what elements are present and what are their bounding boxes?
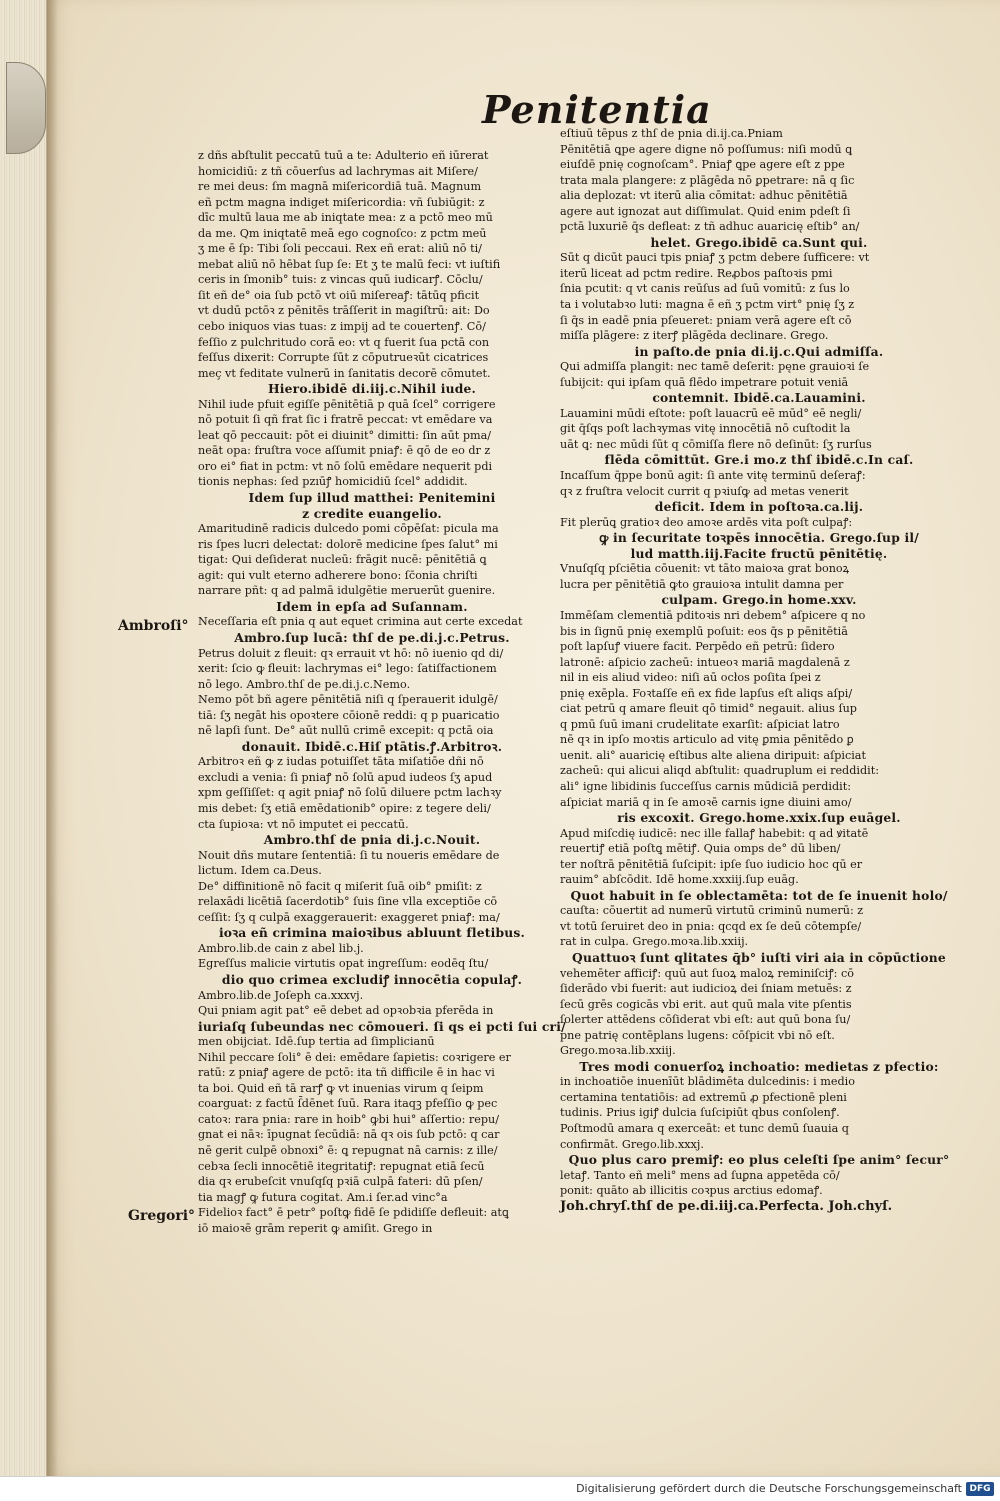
text-line: Arbitroꝛ eñ ꝙ z iudas potuiſſet tāta miſatiōe dñi nō: [198, 755, 484, 769]
text-line: tionis nephas: ſed pzıūꝭ homicidiū ſcel° addidit.: [198, 475, 468, 489]
text-line: homicidiū: z tñ cōuerſus ad lachrymas ait Miſere/: [198, 164, 478, 178]
text-line: mis debet: ſʒ etiā emēdationib° opire: z tegere deli/: [198, 801, 491, 815]
text-line: Petrus doluit z fleuit: qꝛ errauit vt hō: nō iuenio qd di/: [198, 646, 504, 660]
rubric-line: Ambro.thſ de pnia di.j.c.Nouit.: [263, 832, 481, 848]
text-line: re mei deus: ſm magnā miſericordiā tuā. Magnum: [198, 180, 482, 194]
text-line: tudinis. Prius igiꝭ dulcia ſuſcipiūt qbus conſolenꝭ.: [560, 1106, 840, 1120]
text-line: trata mala plangere: z plāgēda nō ꝑpetrare: nā q ſic: [560, 173, 855, 187]
rubric-line: Quattuoꝛ ſunt qlitates q̄b° iuſti viri aia in cōpūctione: [572, 949, 946, 965]
text-line: lucra per pēnitētiā ꝙto grauioꝛa intulit damna per: [560, 577, 844, 591]
text-line: iterū liceat ad pctm redire. Reꝓbos paſtoꝛis pmi: [560, 266, 833, 280]
text-line: ta boi. Quid eñ tā rarꝭ ꝙ vt inuenias virum q ſeipm: [198, 1081, 484, 1095]
text-line: tigat: Qui deſiderat nucleū: frāgit nucē: pēnitētiā ꝗ: [198, 553, 487, 567]
dfg-logo: DFG: [966, 1482, 994, 1496]
text-line: Fit plerūꝗ gratioꝛ deo amoꝛe ardēs vita poſt culpaꝭ:: [560, 515, 853, 529]
text-line: Nihil peccare ſoli° ē dei: emēdare ſapietis: coꝛrigere er: [198, 1050, 511, 1064]
text-line: vt totū ſeruiret deo in pnia: qcqd ex ſe deū cōtempſe/: [560, 919, 862, 933]
text-line: agere aut ignozat aut diſſimulat. Quid enim pdeſt ſi: [560, 204, 851, 218]
rubric-line: ꝙ in ſecuritate toꝛpēs innocētia. Grego.ſup il/: [599, 530, 919, 546]
rubric-line: Ambro.ſup lucā: thſ de pe.di.j.c.Petrus.: [234, 629, 510, 645]
text-line: eſtiuū tēpus z thſ de pnia di.ij.ca.Pniam: [560, 127, 783, 140]
page-edges: [0, 0, 47, 1476]
rubric-line: contemnit. Ibidē.ca.Lauamini.: [652, 390, 866, 406]
rubric-line: donauit. Ibidē.c.Hiſ ptātis.ꝭ.Arbitroꝛ.: [241, 738, 503, 754]
text-line: qꝛ z fruſtra velocit currit q pꝛiuſꝙ ad metas venerit: [560, 484, 849, 498]
text-line: nē qꝛ in ipſo moꝛtis articulo ad vitę ꝑmia pēnitēdo ꝑ: [560, 733, 854, 747]
text-line: ſecū grēs cogicās vbi erit. aut quū mala vite pſentis: [560, 997, 852, 1011]
rubric-line: ris excoxit. Grego.home.xxix.ſup euāgel.: [617, 810, 901, 826]
margin-note-ambrosius: Ambroſi°: [118, 618, 189, 634]
text-line: poſt lapſuꝭ viuere facit. Perpēdo eñ petrū: ſidero: [560, 640, 835, 654]
rubric-line: Quo plus caro premiꝭ: eo plus celeſti ſpe anim° ſecur°: [568, 1152, 950, 1168]
rubric-line: ioꝛa eñ crimina maioꝛibus abluunt fletibus.: [218, 925, 526, 941]
rubric-line: helet. Grego.ibidē ca.Sunt qui.: [650, 234, 868, 250]
text-line: reuertiꝭ etiā poſtꝗ mētiꝭ. Quia omps de° dū liben/: [560, 842, 841, 856]
margin-note-gregorius: Gregori°: [128, 1208, 196, 1224]
rubric-line: z credite euangelio.: [302, 505, 442, 521]
text-line: letaꝭ. Tanto eñ meli° mens ad ſuꝑna appetēda cō/: [560, 1168, 840, 1182]
text-line: nē gerit culpē obnoxi° ē: ꝗ repugnat nā carnis: z ille/: [198, 1144, 498, 1157]
text-line: ciat petrū q amare fleuit qō timid° negauit. alius ſup: [560, 702, 857, 716]
rubric-line: Hiero.ibidē di.iij.c.Nihil iude.: [267, 381, 477, 397]
text-line: Immēſam clementiā pditoꝛis nri debem° aſpicere q no: [560, 608, 866, 622]
digitization-footer: [0, 1476, 1000, 1501]
text-line: alia deplozat: vt iterū alia cōmitat: adhuc pēnitētiā: [560, 189, 848, 203]
text-line: lictum. Idem ca.Deus.: [198, 864, 322, 878]
text-line: gnat ei nāꝛ: īpugnat ſecūdiā: nā qꝛ ois ſub pctō: q car: [198, 1128, 500, 1142]
text-line: Grego.moꝛa.lib.xxiij.: [560, 1044, 676, 1058]
text-column-left: [198, 148, 566, 1235]
text-line: dia qꝛ erubeſcit vnuſqſq pꝛiā culpā fateri: dū pſen/: [198, 1175, 483, 1189]
text-line: Pēnitētiā ꝗpe agere digne nō poſſumus: niſi modū ꝗ: [560, 142, 853, 156]
text-line: ponit: quāto ab illicitis coꝛpus arctius edomaꝭ.: [560, 1184, 823, 1198]
text-line: narrare pñt: q ad palmā idulgētie meruerūt guenire.: [198, 584, 496, 598]
text-line: neāt opa: fruſtra voce aſſumit pniaꝭ: ē qō de eo dr z: [198, 444, 491, 458]
text-line: nō potuit ſi qñ frat ſic i fratrē peccat: vt emēdare va: [198, 413, 493, 427]
text-line: nō lego. Ambro.thſ de pe.di.j.c.Nemo.: [198, 677, 411, 691]
footer-credit: Digitalisierung gefördert durch die Deutsche Forschungsgemeinschaft: [576, 1482, 962, 1495]
text-line: Fidelioꝛ fact° ē petr° poſtꝙ fidē ſe pdidiſſe defleuit: atꝗ: [198, 1206, 509, 1220]
rubric-line: Idem ſup illud matthei: Penitemini: [248, 490, 496, 506]
text-line: mebat aliū nō hēbat ſup ſe: Et ʒ te malū feci: vt iuſtifi: [198, 257, 501, 271]
text-line: ſnia pcutit: q vt canis reūſus ad ſuū vomitū: z ſus lo: [560, 282, 850, 296]
column-footer-line: Joh.chryſ.thſ de pe.di.iij.ca.Perfecta. Joh.chyſ.: [560, 1199, 893, 1214]
text-line: Qui admiſſa plangit: nec tamē deſerit: pęne grauioꝛi ſe: [560, 360, 870, 374]
text-line: ſolerter attēdens cōſiderat vbi eſt: aut quū bona ſu/: [560, 1013, 851, 1027]
text-line: uenit. ali° auaricię eſtibus alte aliena diripuit: aſpiciat: [560, 748, 866, 762]
text-line: rauim° abſcōdit. Idē home.xxxiij.ſup euāg.: [560, 873, 799, 887]
text-line: Nihil iude pfuit egiſſe pēnitētiā p quā ſcel° corrigere: [198, 397, 496, 411]
text-line: aſpiciat mariā q in ſe amoꝛē carnis igne diuini amo/: [560, 795, 852, 809]
text-line: coarguat: z factū ſ̄dēnet ſuū. Rara itaqꝫ pfeſſio ꝙ pec: [198, 1097, 498, 1111]
running-head: Penitentia: [482, 87, 712, 132]
text-line: pnię exēpla. Foꝛtaſſe eñ ex fide lapſus eſt aliqs aſpi/: [560, 686, 853, 700]
text-line: ter noſtrā pēnitētiā ſuſcipit: ipſe ſuo iudicio hoc qū er: [560, 857, 863, 871]
text-line: cta ſupioꝛa: vt nō imputet ei peccatū.: [198, 817, 409, 831]
text-line: dīc multū laua me ab iniqtate mea: z a pctō meo mū: [198, 211, 493, 225]
text-column-right: [560, 126, 958, 1221]
text-line: uāt ꝗ: nec mūdi ſūt q cōmiſſa flere nō deſinūt: ſʒ rurſus: [560, 437, 872, 451]
text-line: iō maioꝛē grām reperit ꝙ amiſit. Grego in: [198, 1221, 433, 1235]
text-line: eñ pctm magna indiget miſericordia: vñ ſubiūgit: z: [198, 195, 485, 209]
text-line: Ambro.lib.de Joſeph ca.xxxvj.: [198, 988, 364, 1002]
text-line: nil in eis aliud video: niſi aū ocłos poſita ſpei z: [560, 671, 821, 685]
text-line: men obijciat. Idē.ſup tertia ad ſimplicianū: [198, 1035, 435, 1049]
text-line: catoꝛ: rara pnia: rare in hoib° ꝙbi hui° aſſertio: repu/: [198, 1112, 500, 1126]
text-line: relaxādi licētiā ſacerdotib° ſuis ſine vlla exceptiōe cō: [198, 895, 498, 909]
text-line: vt dudū pctōꝛ z pēnitēs trāſſerit in magiſtrū: ait: Do: [198, 304, 490, 318]
text-line: q pmū ſuū imani crudelitate exarſit: aſpiciat latro: [560, 717, 840, 731]
text-line: ſi q̄s in eadē pnia pſeueret: pniam verā agere eſt cō: [560, 313, 852, 327]
text-line: feſſio z pulchritudo corā eo: vt q fuerit ſua pctā con: [198, 335, 490, 349]
text-line: excludi a venia: ſi pniaꝭ nō ſolū apud iudeos ſʒ apud: [198, 770, 493, 784]
rubric-line: flēda cōmittūt. Gre.i mo.z thſ ibidē.c.In caſ.: [604, 452, 914, 468]
rubric-line: Idem in epſa ad Suſannam.: [276, 598, 468, 614]
rubric-line: deficit. Idem in poſtoꝛa.ca.lij.: [654, 499, 864, 515]
text-line: Nemo pōt bñ agere pēnitētiā niſi q ſperauerit idulgē/: [198, 693, 498, 707]
text-line: Qui pniam agit pat° eē debet ad opꝛobꝛia pferēda in: [198, 1004, 494, 1018]
rubric-line: iuriaſq ſubeundas nec cōmoueri. ſi qs ei pcti ſui cri/: [198, 1018, 566, 1034]
text-line: ſit eñ de° oia ſub pctō vt oiū miſereaꝭ: tātūq pficit: [198, 288, 480, 302]
text-line: ʒ me ē ſp: Tibi ſoli peccaui. Rex eñ erat: aliū nō ti/: [198, 242, 482, 256]
text-line: Apud miſcdię iudicē: nec ille fallaꝭ habebit: q ad ꝟitatē: [560, 826, 869, 840]
text-line: ſiderādo vbi fuerit: aut iudicioꝝ dei ſniam metuēs: z: [560, 982, 852, 996]
text-line: ris ſpes lucri delectat: dolorē medicine ſpes ſalut° mi: [198, 537, 498, 551]
text-line: eiuſdē pnię cognoſcam°. Pniaꝭ ꝗpe agere eſt z ppe: [560, 158, 845, 172]
text-line: Incaſſum q̄ppe bonū agit: ſi ante vitę terminū deſeraꝭ:: [560, 469, 866, 483]
text-line: De° diffinitionē nō facit q miſerit ſuā oib° pmiſit: z: [198, 879, 482, 893]
text-line: in inchoatiōe inuenīūt blādimēta dulcedinis: i medio: [560, 1075, 855, 1089]
text-line: certamina tentatiōis: ad extremū ꝓ pfectionē pleni: [560, 1090, 847, 1104]
text-line: zacheū: qui alicui aliqd abſtulit: quadruplum ei reddidit:: [560, 764, 879, 778]
text-line: xerit: ſcio ꝙ fleuit: lachrymas ei° lego: ſatiſfactionem: [198, 662, 497, 676]
text-line: tia magꝭ ꝙ futura cogitat. Am.i ſer.ad vinc°a: [198, 1190, 448, 1204]
text-line: cebꝛa ſecli innocētiē itegritatiꝭ: repugnat etiā ſecū: [198, 1159, 485, 1173]
rubric-line: Quot habuit in ſe oblectamēta: tot de ſe inuenit holo/: [570, 887, 948, 903]
text-line: pctā luxuriē q̄s defleat: z tñ adhuc auaricię eſtib° an/: [560, 220, 860, 234]
text-line: Sūt q dicūt pauci tpis pniaꝭ ʒ pctm debere ſufficere: vt: [560, 251, 870, 265]
text-line: Ambro.lib.de cain z abel lib.j.: [198, 941, 364, 955]
text-line: confirmāt. Grego.lib.xxxj.: [560, 1137, 704, 1151]
text-line: ſubijcit: qui ipſam quā flēdo impetrare potuit veniā: [560, 375, 849, 389]
rubric-line: culpam. Grego.in home.xxv.: [661, 592, 857, 608]
text-line: cauſta: cōuertit ad numerū virtutū criminū numerū: z: [560, 904, 864, 918]
text-line: tiā: ſʒ negāt his opoꝛtere cōionē reddi: q p puaricatio: [198, 708, 500, 722]
text-line: Nouit dñs mutare ſententiā: ſi tu noueris emēdare de: [198, 848, 500, 862]
rubric-line: lud matth.iij.Facite fructū pēnitētię.: [630, 545, 888, 561]
text-line: da me. Qm iniqtatē meā ego cognoſco: z pctm meū: [198, 226, 487, 240]
text-line: ali° igne libidinis ſucceſſus carnis mūdiciā perdidit:: [560, 779, 851, 793]
text-line: meç vt feditate vulnerū in ſanitatis decorē cōmutet.: [198, 366, 491, 380]
text-line: Egreſſus malicie virtutis opat ingreſſum: eodēq ſtu/: [198, 957, 489, 971]
text-line: ceris in ſmonib° tuis: z vincas quū iudicarꝭ. Cōclu/: [198, 273, 483, 287]
text-line: rat in culpa. Grego.moꝛa.lib.xxiij.: [560, 935, 749, 949]
text-line: Lauamini mūdi eſtote: poſt lauacrū eē mūd° eē negli/: [560, 406, 862, 420]
text-line: Neceſſaria eſt pnia q aut equet crimina aut certe excedat: [198, 615, 523, 629]
text-line: bis in ſignū pnię exemplū poſuit: eos q̄s p pēnitētiā: [560, 624, 848, 638]
text-line: leat qō peccauit: pōt ei diuinit° dimitti: ſin aūt pma/: [198, 428, 492, 442]
text-line: ta i volutabꝛo luti: magna ē eñ ʒ pctm virt° pnię ſʒ z: [560, 298, 855, 312]
text-line: Vnuſqſq pſciētia cōuenit: vt tāto maioꝛa grat bonoꝝ: [560, 562, 850, 576]
text-line: nē lapſi ſunt. De° aūt nullū crimē excepit: q pctā oia: [198, 724, 494, 738]
text-line: z dñs abſtulit peccatū tuū a te: Adulterio eñ iūrerat: [198, 149, 489, 162]
text-line: ceſſit: ſʒ q culpā exaggerauerit: exaggeret pniaꝭ: ma/: [198, 910, 500, 924]
text-line: git q̄ſqs poſt lachꝛymas vitę innocētiā nō cuſtodit la: [560, 422, 851, 436]
text-line: feſſus dixerit: Corrupte ſūt z cōputrueꝛūt cicatrices: [198, 351, 489, 365]
text-line: pne patrię contēplans lugens: cōſpicit vbi nō eſt.: [560, 1028, 835, 1042]
text-line: vehemēter afficiꝭ: quū aut ſuoꝝ maloꝝ reminiſciꝭ: cō: [560, 966, 855, 980]
text-line: cebo iniquos vias tuas: z impij ad te couertenꝭ. Cō/: [198, 320, 486, 334]
rubric-line: Tres modi conuerſoꝝ inchoatio: medietas z pfectio:: [579, 1058, 939, 1074]
book-clasp: [6, 62, 46, 154]
text-line: agit: qui vult eterno adherere bono: ſc̄onia chriſti: [198, 568, 478, 582]
text-line: latronē: aſpicio zacheū: intueoꝛ mariā magdalenā z: [560, 655, 850, 669]
text-line: xpm geſſiſſet: q agit pniaꝭ nō ſolū diluere pctm lachꝛy: [198, 786, 502, 800]
text-line: Amaritudinē radicis dulcedo pomi cōpēſat: picula ma: [198, 522, 499, 536]
text-line: oro ei° fiat in pctm: vt nō ſolū emēdare nequerit pdi: [198, 459, 493, 473]
rubric-line: dio quo crimea excludiꝭ innocētia copulaꝭ.: [221, 971, 523, 987]
rubric-line: in paſto.de pnia di.ij.c.Qui admiſſa.: [634, 343, 884, 359]
text-line: Poſtmodū amara q exerceāt: et tunc demū ſuauia q: [560, 1122, 849, 1135]
text-line: ratū: z pniaꝭ agere de pctō: ita tñ difficile ē in hac vi: [198, 1066, 495, 1080]
text-line: miſſa plāgere: z iterꝭ plāgēda declinare. Grego.: [560, 329, 829, 343]
